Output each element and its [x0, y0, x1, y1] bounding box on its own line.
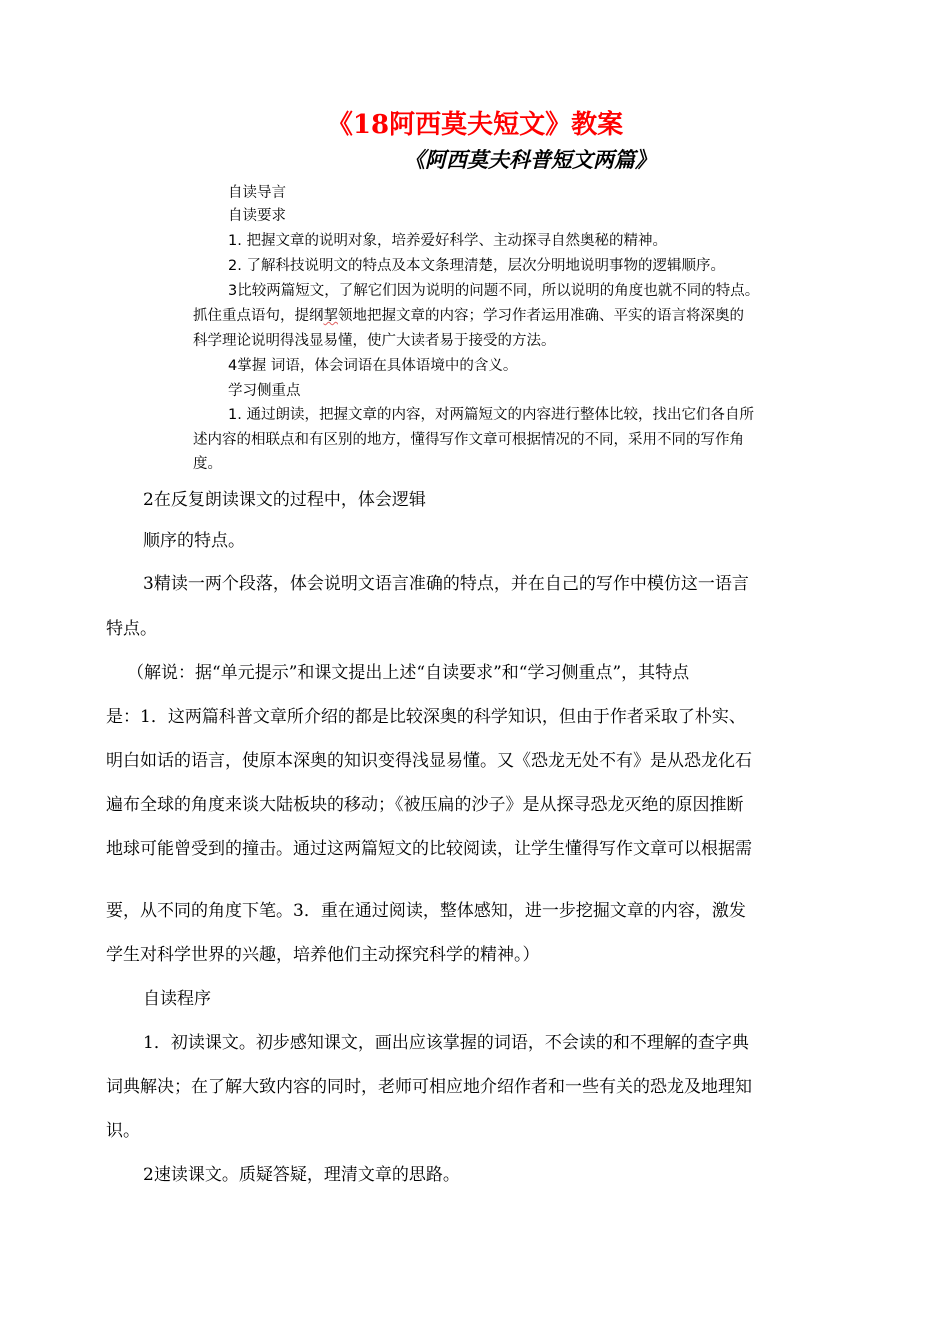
- step-1-line-2: 词典解决；在了解大致内容的同时，老师可相应地介绍作者和一些有关的恐龙及地理知: [106, 1077, 752, 1097]
- commentary-line-1: （解说：据“单元提示”和课文提出上述“自读要求”和“学习侧重点”，其特点: [127, 663, 690, 683]
- focus-1-line-2: 述内容的相联点和有区别的地方，懂得写作文章可根据情况的不同，采用不同的写作角: [193, 432, 744, 448]
- document-subtitle: 《阿西莫夫科普短文两篇》: [404, 147, 656, 172]
- requirement-4: 4掌握 词语，体会词语在具体语境中的含义。: [228, 358, 518, 374]
- paragraph-2-line-2: 顺序的特点。: [143, 531, 245, 551]
- heading-requirements: 自读要求: [228, 208, 286, 224]
- requirement-3-line-2-post: 领地把握文章的内容；学习作者运用准确、平实的语言将深奥的: [338, 308, 744, 324]
- focus-1-line-3: 度。: [193, 456, 222, 472]
- heading-intro: 自读导言: [228, 185, 286, 201]
- document-title: 《18阿西莫夫短文》教案: [326, 110, 624, 140]
- requirement-3-line-3: 科学理论说明得浅显易懂，使广大读者易于接受的方法。: [193, 333, 556, 349]
- commentary-line-6: 要，从不同的角度下笔。3．重在通过阅读，整体感知，进一步挖掘文章的内容，激发: [106, 901, 746, 921]
- spellcheck-word: 挈: [323, 308, 338, 324]
- paragraph-2-line-1: 2在反复朗读课文的过程中，体会逻辑: [143, 490, 426, 510]
- heading-focus: 学习侧重点: [228, 383, 301, 399]
- section-heading-program: 自读程序: [143, 989, 211, 1009]
- commentary-line-7: 学生对科学世界的兴趣，培养他们主动探究科学的精神。）: [106, 945, 540, 965]
- requirement-1: 1. 把握文章的说明对象，培养爱好科学、主动探寻自然奥秘的精神。: [228, 233, 667, 249]
- commentary-line-2: 是：1．这两篇科普文章所介绍的都是比较深奥的科学知识，但由于作者采取了朴实、: [106, 707, 746, 727]
- requirement-3-line-2-pre: 抓住重点语句，提纲: [193, 308, 324, 324]
- requirement-3-line-1: 3比较两篇短文，了解它们因为说明的问题不同，所以说明的角度也就不同的特点。: [228, 283, 760, 299]
- paragraph-3-line-2: 特点。: [106, 619, 157, 639]
- focus-1-line-1: 1. 通过朗读，把握文章的内容，对两篇短文的内容进行整体比较，找出它们各自所: [228, 407, 754, 423]
- commentary-line-5: 地球可能曾受到的撞击。通过这两篇短文的比较阅读，让学生懂得写作文章可以根据需: [106, 839, 752, 859]
- commentary-line-3: 明白如话的语言，使原本深奥的知识变得浅显易懂。又《恐龙无处不有》是从恐龙化石: [106, 751, 752, 771]
- requirement-3-line-2: [193, 305, 744, 327]
- commentary-line-4: 遍布全球的角度来谈大陆板块的移动；《被压扁的沙子》是从探寻恐龙灭绝的原因推断: [106, 795, 744, 815]
- paragraph-3-line-1: 3精读一两个段落，体会说明文语言准确的特点，并在自己的写作中模仿这一语言: [143, 574, 749, 594]
- step-1-line-3: 识。: [106, 1121, 140, 1141]
- step-1-line-1: 1．初读课文。初步感知课文，画出应该掌握的词语，不会读的和不理解的查字典: [143, 1033, 749, 1053]
- requirement-2: 2. 了解科技说明文的特点及本文条理清楚，层次分明地说明事物的逻辑顺序。: [228, 258, 725, 274]
- step-2-line-1: 2速读课文。质疑答疑，理清文章的思路。: [143, 1165, 460, 1185]
